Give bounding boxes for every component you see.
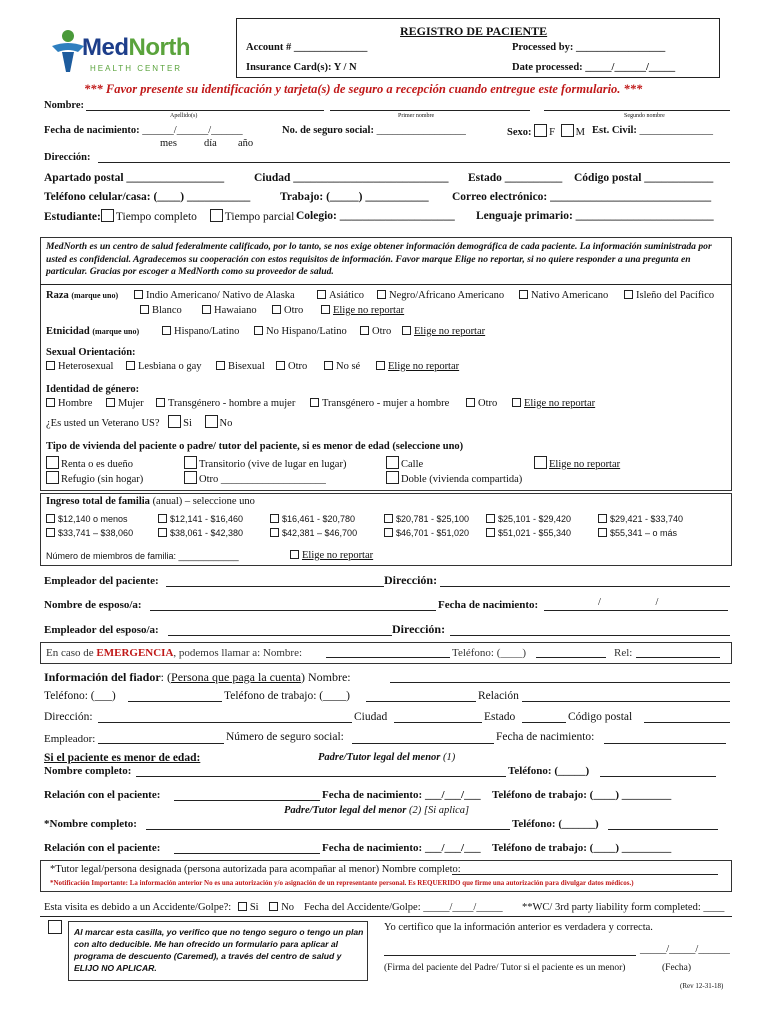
minor-tel2-line[interactable] — [608, 829, 718, 830]
income-opt-7[interactable] — [158, 528, 243, 538]
race-checkbox[interactable] — [134, 290, 143, 299]
guardian-note: *Notificación Importante: La información anterior No es una autorización y/o asignación de un representante personal. Es REQUERIDO que firme una autorización para divulgar datos médicos.) — [50, 879, 634, 887]
race-checkbox[interactable] — [272, 305, 281, 314]
income-checkbox[interactable] — [270, 528, 279, 537]
race-option-label: Otro — [284, 305, 304, 316]
orientation-checkbox[interactable] — [324, 361, 333, 370]
minor-full-label: Nombre completo: — [44, 765, 132, 777]
gender-option-label: Elige no reportar — [524, 398, 596, 409]
race-checkbox[interactable] — [317, 290, 326, 299]
race-label: Raza — [46, 290, 69, 301]
gender-opt-5[interactable] — [512, 398, 595, 409]
emergency-word: EMERGENCIA — [96, 647, 174, 659]
orientation-option-label: Heterosexual — [58, 361, 114, 372]
veteran-no-checkbox[interactable] — [205, 415, 218, 428]
student-part-label: Tiempo parcial — [224, 211, 295, 223]
accident-no-label: No — [281, 902, 295, 913]
gender-option-label: Mujer — [118, 398, 144, 409]
lenguaje-field[interactable]: Lenguaje primario: ________________________ — [476, 210, 714, 222]
income-opt-0[interactable] — [46, 514, 128, 524]
accident-si-label: Si — [249, 902, 259, 913]
ethnicity-checkbox[interactable] — [162, 326, 171, 335]
guarantor-title: Información del fiador — [44, 670, 161, 684]
minor-tutor2: Padre/Tutor legal del menor — [284, 805, 407, 816]
emergency-tel[interactable]: Teléfono: (____) — [452, 647, 527, 659]
guarantor-fecha-line[interactable] — [604, 743, 726, 744]
civil-field[interactable]: ______________ — [639, 125, 714, 136]
employer-dir-line[interactable] — [440, 586, 730, 587]
spouse-label: Nombre de esposo/a: — [44, 599, 142, 611]
income-checkbox[interactable] — [598, 528, 607, 537]
accident-wc[interactable]: **WC/ 3rd party liability form completed: ____ — [522, 902, 725, 913]
race-opt-8[interactable] — [321, 305, 404, 316]
dob-mes: mes — [160, 138, 177, 149]
minor-title: Si el paciente es menor de edad: — [44, 752, 201, 764]
guarantor-relacion-line[interactable] — [522, 701, 730, 702]
form-title: REGISTRO DE PACIENTE — [400, 24, 548, 38]
name-sub-segundo: Segundo nombre — [624, 113, 665, 119]
employer-dir-label: Dirección: — [384, 573, 438, 587]
minor-tel[interactable]: Teléfono: (_____) — [508, 765, 590, 777]
logo-med: Med — [82, 34, 129, 61]
ciudad-field[interactable]: Ciudad ___________________________ — [254, 172, 449, 184]
veteran-si-checkbox[interactable] — [168, 415, 181, 428]
income-option-label: $46,701 - $51,020 — [396, 528, 470, 538]
guarantor-estado-line[interactable] — [522, 722, 566, 723]
race-row-1 — [46, 290, 118, 301]
minor-full-line[interactable] — [136, 776, 506, 777]
income-option-label: $33,741 – $38,060 — [58, 528, 134, 538]
ssn-label: No. de seguro social: — [282, 125, 374, 136]
sex-f-checkbox[interactable] — [534, 124, 547, 137]
orientation-option-label: Elige no reportar — [388, 361, 460, 372]
income-option-label: $42,381 – $46,700 — [282, 528, 358, 538]
minor-tutor1: Padre/Tutor legal del menor — [318, 752, 441, 763]
accident-no-checkbox[interactable] — [269, 902, 278, 911]
notice: *** Favor presente su identificación y tarjeta(s) de seguro a recepción cuando entregue este formulario. *** — [84, 82, 643, 96]
minor-tutor1-row — [318, 752, 455, 763]
email-field[interactable]: Correo electrónico: ____________________________ — [452, 191, 712, 203]
race-checkbox[interactable] — [140, 305, 149, 314]
orientation-opt-2[interactable] — [216, 361, 265, 372]
income-option-label: $38,061 - $42,380 — [170, 528, 244, 538]
income-no-report[interactable] — [290, 550, 373, 561]
housing-option-label: Refugio (sin hogar) — [61, 474, 144, 485]
race-option-label: Nativo Americano — [531, 290, 609, 301]
guarantor-ssn: Número de seguro social: — [226, 731, 344, 743]
income-opt-8[interactable] — [270, 528, 357, 538]
address-line[interactable] — [98, 162, 730, 163]
sex-label: Sexo: — [507, 127, 532, 138]
race-option-label: Hawaiano — [214, 305, 257, 316]
orientation-opt-3[interactable] — [276, 361, 307, 372]
orientation-checkbox[interactable] — [46, 361, 55, 370]
spouse-dob-label: Fecha de nacimiento: — [438, 599, 539, 611]
guarantor-dir-line[interactable] — [98, 722, 352, 723]
income-option-label: $16,461 - $20,780 — [282, 514, 356, 524]
gender-opt-2[interactable] — [156, 398, 295, 409]
housing-opt-1[interactable] — [184, 456, 346, 470]
civil-label: Est. Civil: — [592, 125, 637, 136]
income-opt-5[interactable] — [598, 514, 683, 524]
guarantor-tel-trab-line[interactable] — [366, 701, 476, 702]
dob-ano: año — [238, 138, 254, 149]
income-option-label: $25,101 - $29,420 — [498, 514, 572, 524]
name-label: Nombre: — [44, 100, 85, 111]
name-sub-apellido: Apellido(s) — [170, 113, 198, 119]
spouse-line[interactable] — [150, 610, 436, 611]
sex-m-checkbox[interactable] — [561, 124, 574, 137]
ethnicity-opt-3[interactable] — [402, 326, 485, 337]
gender-checkbox[interactable] — [46, 398, 55, 407]
emergency-rel: Rel: — [614, 647, 633, 659]
orientation-opt-1[interactable] — [126, 361, 202, 372]
housing-option-label: Calle — [401, 459, 424, 470]
orientation-checkbox[interactable] — [376, 361, 385, 370]
civil-row — [592, 125, 713, 136]
orientation-opt-4[interactable] — [324, 361, 360, 372]
ethnicity-opt-2[interactable] — [360, 326, 391, 337]
apartado-field[interactable]: Apartado postal _________________ — [44, 172, 225, 184]
signature-line[interactable] — [384, 955, 636, 956]
minor-tutor2-num: (2) [Si aplica] — [409, 805, 470, 816]
minor-tutor2-row — [284, 805, 469, 816]
address-label: Dirección: — [44, 152, 91, 163]
gender-opt-4[interactable] — [466, 398, 497, 409]
orientation-option-label: Bisexual — [228, 361, 265, 372]
income-option-label: $29,421 - $33,740 — [610, 514, 684, 524]
info-divider — [40, 284, 732, 285]
emergency-row — [46, 647, 302, 659]
race-option-label: Asiático — [329, 290, 364, 301]
ssn-field[interactable]: _________________ — [376, 125, 466, 136]
ethnicity-opt-0[interactable] — [162, 326, 239, 337]
certify-text: Yo certifico que la información anterior es verdadera y correcta. — [384, 922, 653, 933]
guarantor-tel-line[interactable] — [128, 701, 222, 702]
gender-checkbox[interactable] — [106, 398, 115, 407]
sliding-text: Al marcar esta casilla, yo verifico que no tengo seguro o tengo un plan con alto deducible. Me han ofrecido un formulario para aplicar al programa de descuento (Caremed), a través del centro de salud y ELIJO NO APLICAR. — [74, 927, 364, 973]
income-label2: (anual) – seleccione uno — [152, 496, 255, 507]
gender-checkbox[interactable] — [512, 398, 521, 407]
housing-checkbox[interactable] — [386, 456, 399, 469]
housing-checkbox[interactable] — [184, 471, 197, 484]
certify-date[interactable]: _____/_____/______ — [640, 944, 730, 955]
income-opt-10[interactable] — [486, 528, 571, 538]
guarantor-codigo: Código postal — [568, 711, 633, 723]
dob-label: Fecha de nacimiento: — [44, 125, 140, 136]
housing-checkbox[interactable] — [534, 456, 547, 469]
phone-cel-field[interactable]: Teléfono celular/casa: (____) ___________ — [44, 191, 251, 203]
sex-row — [507, 124, 585, 138]
gender-opt-0[interactable] — [46, 398, 92, 409]
spouse-dob-line[interactable] — [544, 610, 728, 611]
student-label: Estudiante: — [44, 211, 101, 223]
gender-checkbox[interactable] — [310, 398, 319, 407]
income-checkbox[interactable] — [384, 514, 393, 523]
housing-opt-6[interactable] — [386, 471, 522, 485]
insurance-field[interactable]: Insurance Card(s): Y / N — [246, 62, 357, 73]
race-note: (marque uno) — [71, 291, 119, 300]
race-opt-2[interactable] — [377, 290, 504, 301]
housing-opt-5[interactable] — [184, 471, 326, 485]
income-option-label: $20,781 - $25,100 — [396, 514, 470, 524]
housing-opt-0[interactable] — [46, 456, 133, 470]
housing-opt-2[interactable] — [386, 456, 423, 470]
income-option-label: $12,140 o menos — [58, 514, 128, 524]
logo-north: North — [128, 34, 190, 61]
estado-field[interactable]: Estado __________ — [468, 172, 563, 184]
ethnicity-label: Etnicidad — [46, 326, 90, 337]
income-opt-11[interactable] — [598, 528, 677, 538]
guarantor-codigo-line[interactable] — [644, 722, 730, 723]
race-checkbox[interactable] — [519, 290, 528, 299]
family-members-field[interactable]: Número de miembros de familia: ____________ — [46, 551, 239, 561]
orientation-option-label: Lesbiana o gay — [138, 361, 202, 372]
income-option-label: $12,141 - $16,460 — [170, 514, 244, 524]
veteran-no-label: No — [219, 418, 233, 429]
dob-dia: día — [204, 138, 217, 149]
gender-option-label: Otro — [478, 398, 498, 409]
codigo-field[interactable]: Código postal ____________ — [574, 172, 714, 184]
guarantor-ciudad: Ciudad — [354, 711, 388, 723]
race-option-label: Blanco — [152, 305, 182, 316]
sex-f-label: F — [549, 127, 555, 138]
minor-trabajo[interactable]: Teléfono de trabajo: (____) _________ — [492, 789, 672, 801]
certify-fecha: (Fecha) — [662, 963, 692, 973]
guarantor-title-row: Información del fiador: (Persona que paga la cuenta) Nombre: — [44, 670, 351, 684]
account-field[interactable]: Account # ______________ — [246, 42, 368, 53]
income-checkbox[interactable] — [158, 528, 167, 537]
minor-fecha2[interactable]: Fecha de nacimiento: ___/___/___ — [322, 842, 481, 854]
gender-opt-3[interactable] — [310, 398, 449, 409]
accident-si-checkbox[interactable] — [238, 902, 247, 911]
gender-checkbox[interactable] — [156, 398, 165, 407]
income-checkbox[interactable] — [486, 528, 495, 537]
income-checkbox[interactable] — [270, 514, 279, 523]
housing-checkbox[interactable] — [46, 456, 59, 469]
guarantor-ciudad-line[interactable] — [394, 722, 482, 723]
mednorth-logo — [48, 28, 218, 78]
orientation-checkbox[interactable] — [126, 361, 135, 370]
minor-full2-line[interactable] — [146, 829, 510, 830]
gender-checkbox[interactable] — [466, 398, 475, 407]
income-checkbox[interactable] — [384, 528, 393, 537]
income-opt-9[interactable] — [384, 528, 469, 538]
veteran-label: ¿Es usted un Veterano US? — [46, 418, 160, 429]
guarantor-name-line[interactable] — [390, 682, 730, 683]
spouse-emp-line[interactable] — [168, 635, 392, 636]
employer-line[interactable] — [166, 586, 384, 587]
spouse-dob-slashes: / / — [598, 597, 659, 608]
ssn-row — [282, 125, 466, 136]
housing-option-label: Renta o es dueño — [61, 459, 134, 470]
spouse-emp-dir-label: Dirección: — [392, 622, 446, 636]
minor-relacion2-label: Relación con el paciente: — [44, 842, 161, 854]
housing-label: Tipo de vivienda del paciente o padre/ tutor del paciente, si es menor de edad (seleccione uno) — [46, 441, 464, 452]
minor-tutor1-num: (1) — [443, 752, 456, 763]
ethnicity-note: (marque uno) — [92, 327, 140, 336]
income-opt-2[interactable] — [270, 514, 355, 524]
student-part-checkbox[interactable] — [210, 209, 223, 222]
income-checkbox[interactable] — [46, 514, 55, 523]
guarantor-tel[interactable]: Teléfono: (___) — [44, 690, 116, 702]
name-line-3[interactable] — [544, 110, 730, 111]
ethnicity-checkbox[interactable] — [360, 326, 369, 335]
race-checkbox[interactable] — [624, 290, 633, 299]
guardian-line1: *Tutor legal/persona designada (persona autorizada para acompañar al menor) Nombre completo: — [50, 864, 461, 875]
ethnicity-option-label: Hispano/Latino — [174, 326, 240, 337]
race-opt-4[interactable] — [624, 290, 714, 301]
income-option-label: $55,341 – o más — [610, 528, 678, 538]
veteran-row — [46, 415, 232, 429]
emergency-post: , podemos llamar a: Nombre: — [173, 647, 303, 659]
ethnicity-row — [46, 326, 139, 337]
colegio-field[interactable]: Colegio: ____________________ — [296, 210, 455, 222]
student-full-checkbox[interactable] — [101, 209, 114, 222]
gender-option-label: Hombre — [58, 398, 93, 409]
minor-tel-line[interactable] — [600, 776, 716, 777]
minor-full2-label: *Nombre completo: — [44, 818, 137, 830]
guarantor-emp-line[interactable] — [98, 743, 224, 744]
race-checkbox[interactable] — [202, 305, 211, 314]
guarantor-ssn-line[interactable] — [352, 743, 494, 744]
housing-checkbox[interactable] — [386, 471, 399, 484]
minor-fecha[interactable]: Fecha de nacimiento: ___/___/___ — [322, 789, 481, 801]
income-option-label: $51,021 - $55,340 — [498, 528, 572, 538]
income-opt-3[interactable] — [384, 514, 469, 524]
orientation-opt-5[interactable] — [376, 361, 459, 372]
guarantor-nombre: Nombre: — [307, 670, 351, 684]
accident-row — [44, 902, 294, 913]
phone-work-field[interactable]: Trabajo: (_____) ___________ — [280, 191, 429, 203]
accident-fecha[interactable]: Fecha del Accidente/Golpe: _____/____/_____ — [304, 902, 503, 913]
minor-relacion2-line[interactable] — [174, 853, 320, 854]
ethnicity-checkbox[interactable] — [254, 326, 263, 335]
race-opt-0[interactable] — [134, 290, 295, 301]
student-row — [44, 209, 294, 223]
orientation-label: Sexual Orientación: — [46, 347, 136, 358]
emergency-tel-line[interactable] — [536, 657, 606, 658]
income-title — [46, 496, 255, 507]
income-checkbox[interactable] — [46, 528, 55, 537]
accident-divider — [40, 916, 732, 917]
name-line-1[interactable] — [86, 110, 324, 111]
orientation-checkbox[interactable] — [216, 361, 225, 370]
guarantor-tel-trab[interactable]: Teléfono de trabajo: (____) — [224, 690, 350, 702]
sex-m-label: M — [575, 127, 585, 138]
ethnicity-option-label: Otro — [372, 326, 392, 337]
minor-trabajo2[interactable]: Teléfono de trabajo: (____) _________ — [492, 842, 672, 854]
gender-option-label: Transgénero - hombre a mujer — [168, 398, 296, 409]
income-checkbox[interactable] — [486, 514, 495, 523]
income-label: Ingreso total de familia — [46, 496, 150, 507]
race-option-label: Elige no reportar — [333, 305, 405, 316]
orientation-opt-0[interactable] — [46, 361, 113, 372]
name-sub-primer: Primer nombre — [398, 113, 435, 119]
certify-firma: (Firma del paciente del Padre/ Tutor si el paciente es un menor) — [384, 963, 626, 973]
income-no-report-label: Elige no reportar — [302, 550, 374, 561]
gender-option-label: Transgénero - mujer a hombre — [322, 398, 450, 409]
income-checkbox[interactable] — [158, 514, 167, 523]
date-processed-field[interactable]: Date processed: _____/______/_____ — [512, 62, 676, 73]
minor-tel2[interactable]: Teléfono: (______) — [512, 818, 599, 830]
housing-checkbox[interactable] — [184, 456, 197, 469]
guarantor-fecha: Fecha de nacimiento: — [496, 731, 595, 743]
race-opt-5[interactable] — [140, 305, 182, 316]
spouse-emp-label: Empleador del esposo/a: — [44, 624, 159, 636]
accident-q: Esta visita es debido a un Accidente/Golpe?: — [44, 902, 232, 913]
race-option-label: Indio Americano/ Nativo de Alaska — [146, 290, 295, 301]
guarantor-relacion: Relación — [478, 690, 519, 702]
gender-label: Identidad de género: — [46, 384, 140, 395]
race-option-label: Isleño del Pacífico — [636, 290, 715, 301]
race-checkbox[interactable] — [321, 305, 330, 314]
guardian-name-line[interactable] — [452, 874, 718, 875]
ethnicity-checkbox[interactable] — [402, 326, 411, 335]
housing-option-label: Elige no reportar — [549, 459, 621, 470]
income-no-report-checkbox[interactable] — [290, 550, 299, 559]
logo-sub: HEALTH CENTER — [90, 64, 183, 73]
dob-row — [44, 125, 243, 136]
revision: (Rev 12-31-18) — [680, 982, 724, 990]
ethnicity-option-label: No Hispano/Latino — [266, 326, 347, 337]
emergency-rel-line[interactable] — [636, 657, 720, 658]
housing-opt-4[interactable] — [46, 471, 143, 485]
race-checkbox[interactable] — [377, 290, 386, 299]
income-opt-6[interactable] — [46, 528, 133, 538]
housing-option-label: Doble (vivienda compartida) — [401, 474, 523, 485]
race-opt-1[interactable] — [317, 290, 364, 301]
dob-field[interactable]: ______/______/______ — [142, 125, 243, 136]
orientation-option-label: No sé — [336, 361, 361, 372]
housing-checkbox[interactable] — [46, 471, 59, 484]
guarantor-paren: Persona que paga la cuenta — [171, 670, 301, 684]
spouse-emp-dir-line[interactable] — [450, 635, 730, 636]
processed-by-field[interactable]: Processed by: _________________ — [512, 42, 666, 53]
name-line-2[interactable] — [330, 110, 530, 111]
veteran-si-label: Si — [183, 418, 192, 429]
race-opt-3[interactable] — [519, 290, 608, 301]
minor-relacion-line[interactable] — [174, 800, 320, 801]
income-checkbox[interactable] — [598, 514, 607, 523]
race-opt-6[interactable] — [202, 305, 257, 316]
emergency-name-line[interactable] — [326, 657, 450, 658]
emergency-pre: En caso de — [46, 647, 97, 659]
ethnicity-option-label: Elige no reportar — [414, 326, 486, 337]
guarantor-emp: Empleador: — [44, 733, 96, 745]
guarantor-dir: Dirección: — [44, 711, 93, 723]
employer-label: Empleador del paciente: — [44, 575, 159, 587]
housing-opt-3[interactable] — [534, 456, 620, 470]
race-opt-7[interactable] — [272, 305, 303, 316]
ethnicity-opt-1[interactable] — [254, 326, 347, 337]
income-opt-4[interactable] — [486, 514, 571, 524]
minor-relacion-label: Relación con el paciente: — [44, 789, 161, 801]
income-opt-1[interactable] — [158, 514, 243, 524]
gender-opt-1[interactable] — [106, 398, 144, 409]
student-full-label: Tiempo completo — [115, 211, 197, 223]
race-option-label: Negro/Africano Americano — [389, 290, 505, 301]
guarantor-estado: Estado — [484, 711, 516, 723]
housing-option-label: Transitorio (vive de lugar en lugar) — [199, 459, 347, 470]
housing-option-label: Otro ____________________ — [199, 474, 326, 485]
info-text: MedNorth es un centro de salud federalmente calificado, por lo tanto, se nos exige obtener información demográfica de cada paciente. La información suministrada por usted es confidencial. Agradecemos su cooperación con estos requisitos de información. Favor marque Elige no reportar, si no quiere responder a una pregunta en particular. Gracias por escoger a MedNorth como su proveedor de salud. — [46, 241, 712, 278]
orientation-option-label: Otro — [288, 361, 308, 372]
orientation-checkbox[interactable] — [276, 361, 285, 370]
sliding-checkbox[interactable] — [48, 920, 62, 934]
